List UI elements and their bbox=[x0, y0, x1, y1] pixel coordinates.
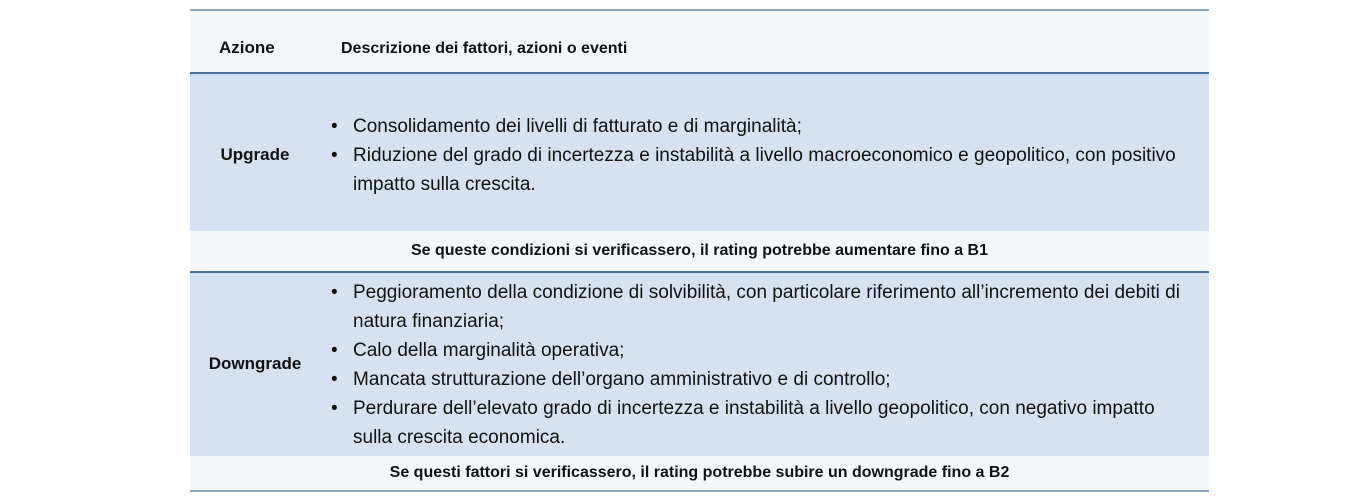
list-item: • Perdurare dell’elevato grado di incertezza e instabilità a livello geopolitico, con negativo impatto sulla crescita economica. bbox=[331, 394, 1191, 452]
upgrade-row bbox=[190, 74, 1209, 231]
header-action-label: Azione bbox=[219, 38, 275, 57]
list-item: • Peggioramento della condizione di solvibilità, con particolare riferimento all’incremento dei debiti di natura finanziaria; bbox=[331, 278, 1191, 336]
downgrade-note: Se questi fattori si verificassero, il rating potrebbe subire un downgrade fino a B2 bbox=[190, 456, 1209, 490]
upgrade-action-label: Upgrade bbox=[220, 145, 290, 164]
list-item: • Calo della marginalità operativa; bbox=[331, 336, 1191, 365]
table-header bbox=[190, 11, 1209, 72]
downgrade-action-label: Downgrade bbox=[208, 354, 302, 373]
upgrade-factor-list bbox=[331, 112, 1191, 199]
list-item: • Consolidamento dei livelli di fatturato e di marginalità; bbox=[331, 112, 1191, 141]
downgrade-factor-list bbox=[331, 278, 1191, 452]
downgrade-row bbox=[190, 273, 1209, 456]
list-item: • Riduzione del grado di incertezza e instabilità a livello macroeconomico e geopolitico, con positivo impatto sulla crescita. bbox=[331, 141, 1191, 199]
table-bottom-rule bbox=[190, 490, 1209, 492]
list-item: • Mancata strutturazione dell’organo amministrativo e di controllo; bbox=[331, 365, 1191, 394]
header-description-label: Descrizione dei fattori, azioni o eventi bbox=[341, 40, 628, 57]
upgrade-note: Se queste condizioni si verificassero, il rating potrebbe aumentare fino a B1 bbox=[190, 231, 1209, 271]
